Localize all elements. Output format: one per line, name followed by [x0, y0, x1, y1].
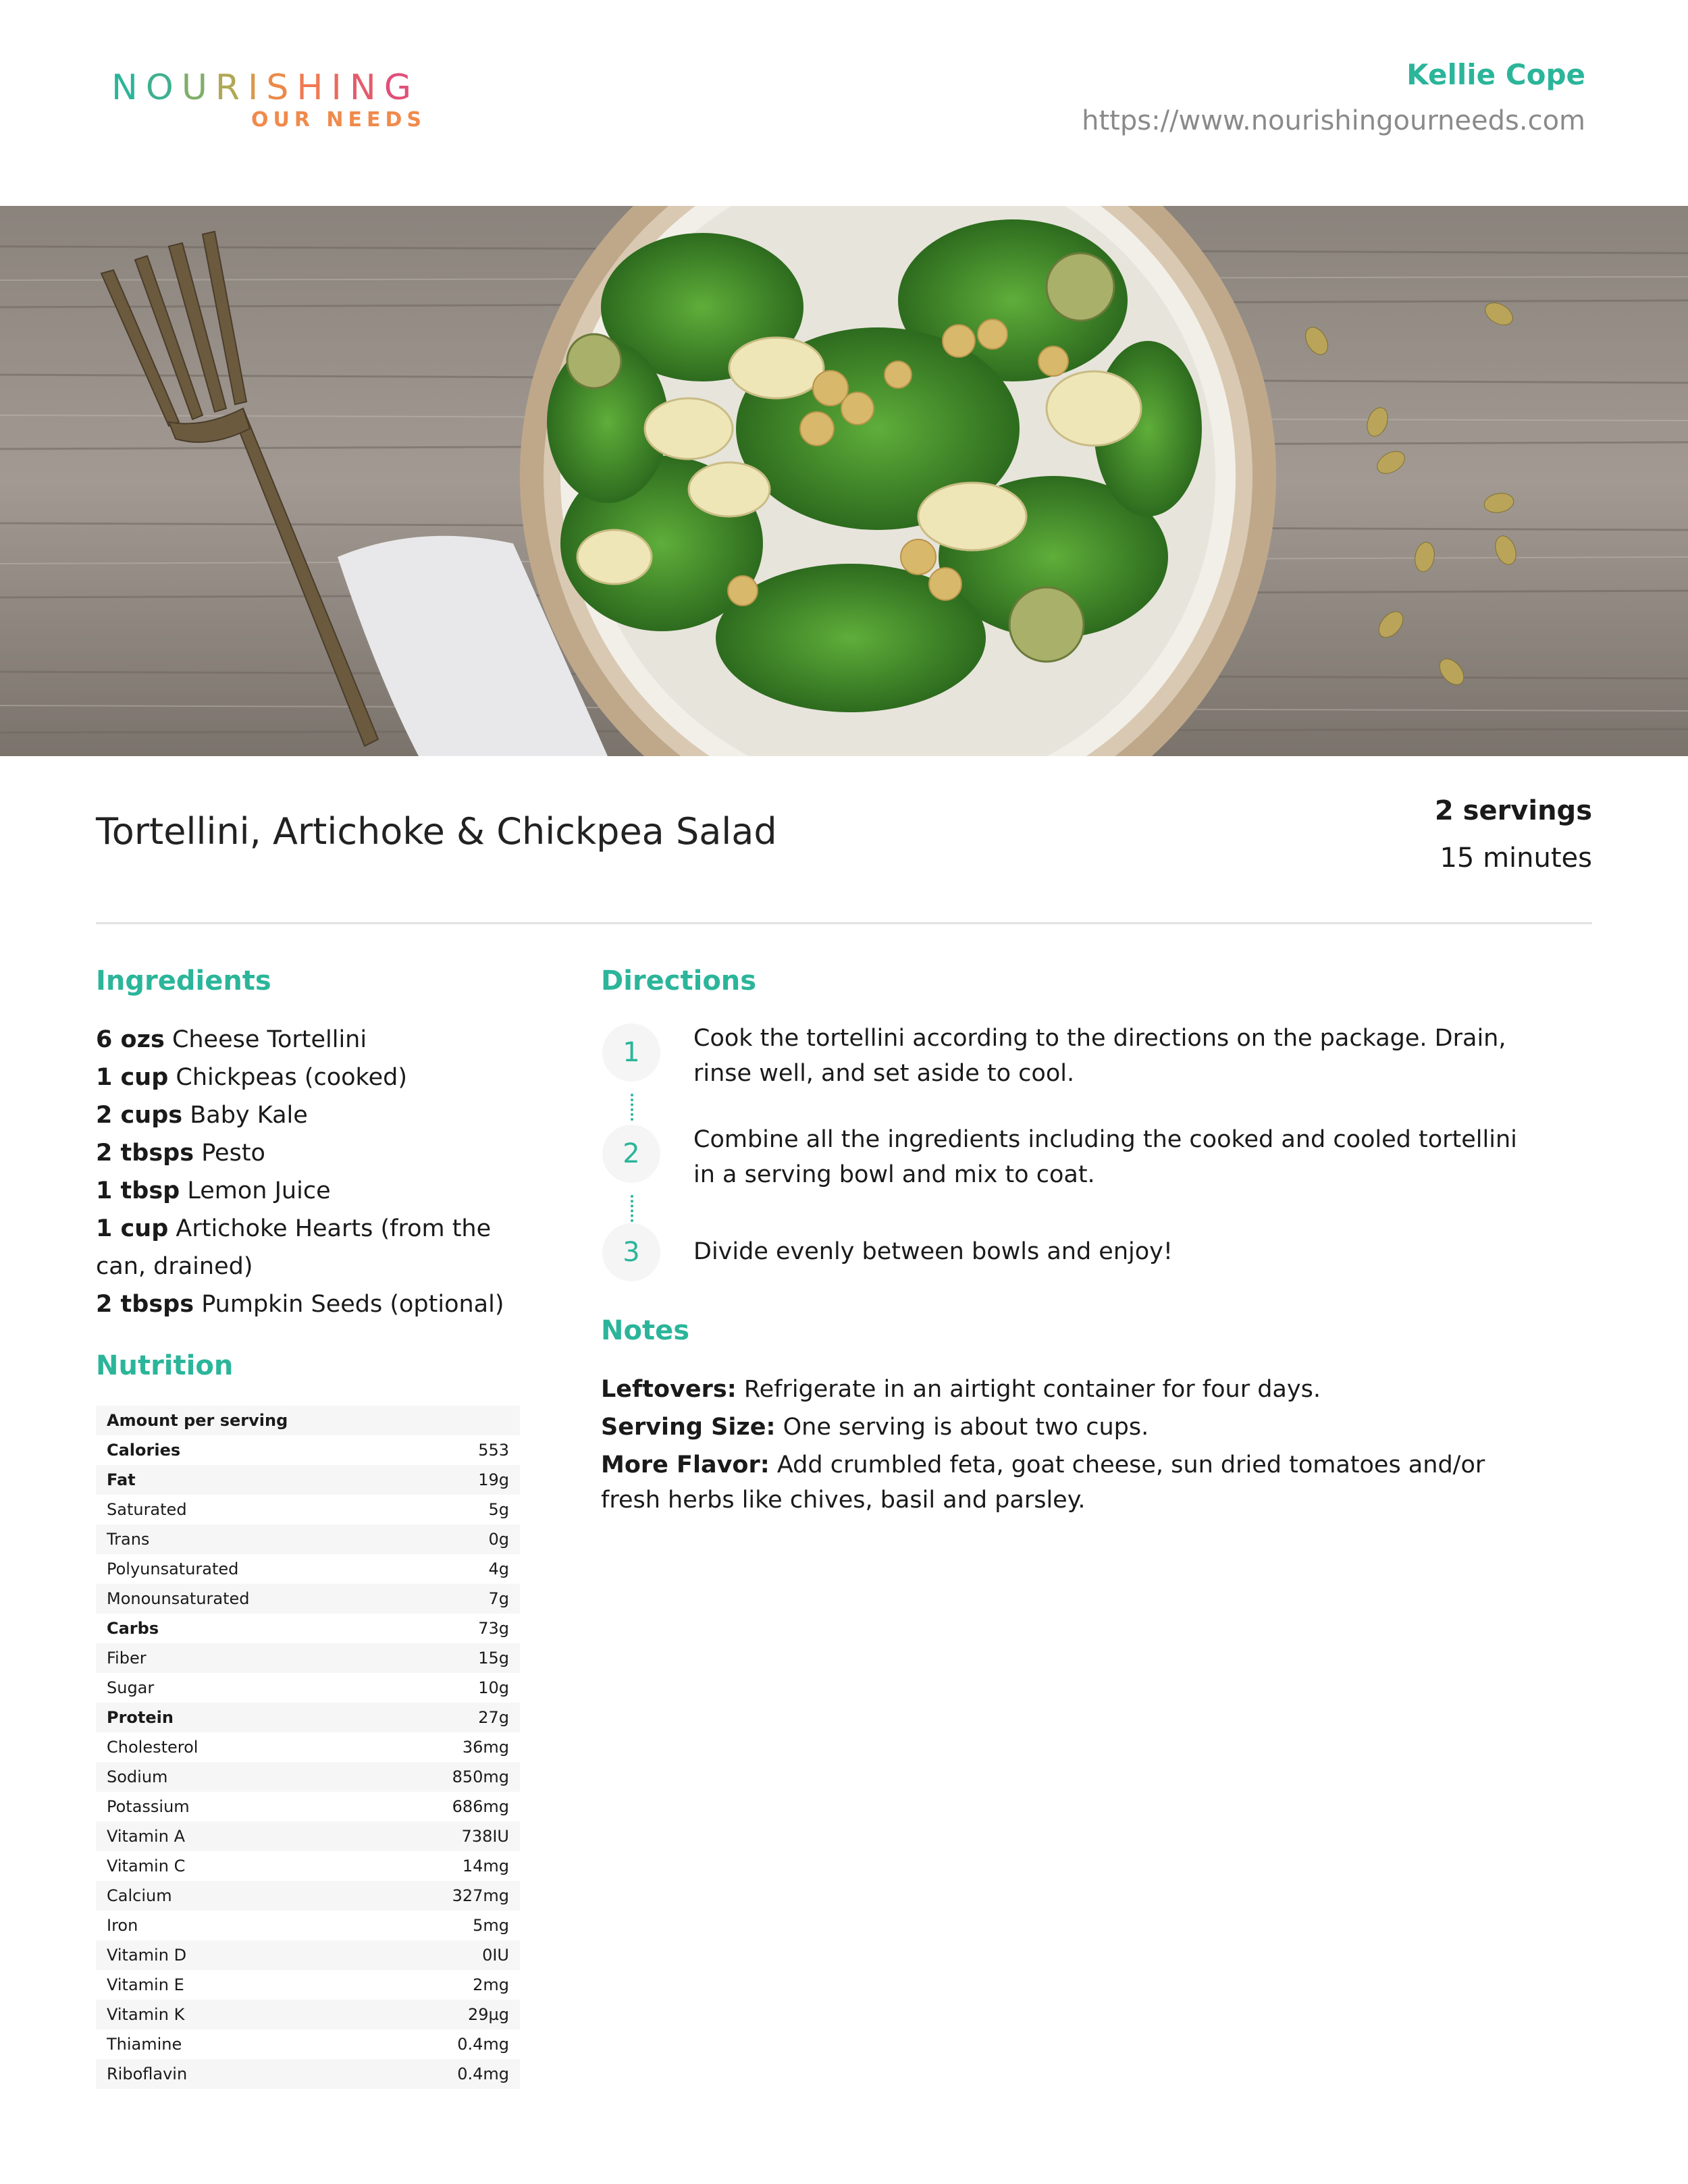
nutrient-label: Sodium — [107, 1767, 168, 1786]
author-name: Kellie Cope — [1406, 58, 1585, 91]
note-item — [601, 1447, 1546, 1518]
logo-letter: I — [248, 68, 267, 108]
nutrient-value: 7g — [488, 1589, 509, 1608]
ingredient-item — [96, 1285, 528, 1323]
step-connector — [631, 1195, 633, 1222]
nutrition-heading: Nutrition — [96, 1350, 234, 1381]
nutrition-row — [96, 1435, 520, 1465]
nutrient-value: 19g — [478, 1470, 509, 1489]
nutrition-row — [96, 1911, 520, 1940]
recipe-title: Tortellini, Artichoke & Chickpea Salad — [96, 810, 777, 853]
notes-heading: Notes — [601, 1315, 690, 1346]
nutrient-label: Vitamin K — [107, 2005, 185, 2024]
note-label: More Flavor: — [601, 1451, 770, 1479]
nutrient-value: 29µg — [467, 2005, 509, 2024]
divider — [96, 922, 1592, 924]
nutrition-row — [96, 1524, 520, 1554]
note-label: Serving Size: — [601, 1414, 776, 1441]
ingredient-name: Pumpkin Seeds (optional) — [201, 1291, 504, 1318]
logo-letter: I — [331, 68, 350, 108]
ingredient-quantity: 2 cups — [96, 1102, 183, 1129]
nutrient-label: Fiber — [107, 1649, 147, 1668]
logo-wordmark — [111, 68, 419, 108]
nutrient-value: 0g — [488, 1530, 509, 1549]
nutrition-row — [96, 1881, 520, 1911]
ingredient-quantity: 2 tbsps — [96, 1291, 194, 1318]
logo-letter: N — [111, 68, 146, 108]
logo-letter: O — [145, 68, 182, 108]
ingredient-quantity: 1 tbsp — [96, 1177, 180, 1204]
nutrient-label: Saturated — [107, 1500, 187, 1519]
nutrient-label: Riboflavin — [107, 2065, 188, 2083]
ingredient-name: Cheese Tortellini — [172, 1026, 367, 1053]
step-text: Cook the tortellini according to the directions on the package. Drain, rinse well, and set aside to cool. — [693, 1025, 1506, 1087]
note-label: Leftovers: — [601, 1376, 737, 1403]
ingredient-name: Artichoke Hearts (from the can, drained) — [96, 1215, 492, 1280]
note-text: One serving is about two cups. — [783, 1414, 1149, 1441]
nutrient-value: 5g — [488, 1500, 509, 1519]
nutrient-label: Calories — [107, 1441, 181, 1460]
nutrient-value: 15g — [478, 1649, 509, 1668]
note-item — [601, 1410, 1546, 1445]
nutrient-value: 0IU — [482, 1946, 509, 1965]
nutrition-row — [96, 1703, 520, 1732]
nutrient-label: Vitamin D — [107, 1946, 187, 1965]
step-text: Divide evenly between bowls and enjoy! — [693, 1238, 1173, 1265]
ingredient-quantity: 1 cup — [96, 1215, 169, 1242]
nutrition-row — [96, 1970, 520, 2000]
nutrient-value: 0.4mg — [457, 2035, 509, 2054]
ingredient-name: Chickpeas (cooked) — [176, 1064, 407, 1091]
ingredient-name: Lemon Juice — [187, 1177, 331, 1204]
nutrient-value: 36mg — [462, 1738, 509, 1757]
logo-letter: H — [296, 68, 332, 108]
ingredient-item — [96, 1021, 528, 1059]
nutrient-label: Vitamin C — [107, 1857, 186, 1875]
nutrient-label: Cholesterol — [107, 1738, 199, 1757]
nutrient-label: Monounsaturated — [107, 1589, 250, 1608]
total-time: 15 minutes — [1440, 843, 1592, 874]
nutrient-label: Fat — [107, 1470, 136, 1489]
ingredient-name: Pesto — [201, 1140, 265, 1167]
nutrition-row — [96, 2029, 520, 2059]
hero-photo — [0, 206, 1688, 756]
nutrition-row — [96, 1406, 520, 1435]
nutrient-value: 14mg — [462, 1857, 509, 1875]
nutrient-value: 0.4mg — [457, 2065, 509, 2083]
nutrient-label: Iron — [107, 1916, 138, 1935]
ingredient-item — [96, 1059, 528, 1096]
nutrition-table — [96, 1406, 520, 2089]
nutrition-row — [96, 1465, 520, 1495]
nutrient-label: Protein — [107, 1708, 174, 1727]
brand-logo[interactable] — [111, 68, 419, 108]
nutrient-value: 2mg — [473, 1975, 509, 1994]
nutrition-row — [96, 2000, 520, 2029]
step-number: 1 — [602, 1023, 660, 1082]
nutrition-row — [96, 1940, 520, 1970]
nutrient-value: 73g — [478, 1619, 509, 1638]
nutrition-row — [96, 1732, 520, 1762]
salad-bowl-photo — [0, 206, 1688, 756]
nutrient-label: Calcium — [107, 1886, 172, 1905]
nutrient-label: Carbs — [107, 1619, 159, 1638]
nutrient-label: Sugar — [107, 1678, 155, 1697]
nutrition-row — [96, 1495, 520, 1524]
nutrition-row — [96, 2059, 520, 2089]
nutrition-row — [96, 1614, 520, 1643]
nutrition-row — [96, 1762, 520, 1792]
logo-letter: G — [384, 68, 420, 108]
ingredient-item — [96, 1096, 528, 1134]
note-text: Add crumbled feta, goat cheese, sun dried tomatoes and/or fresh herbs like chives, basil and parsley. — [601, 1451, 1485, 1514]
nutrition-row — [96, 1643, 520, 1673]
nutrient-value: 4g — [488, 1560, 509, 1578]
logo-tagline: OUR NEEDS — [251, 108, 427, 132]
note-item — [601, 1372, 1546, 1407]
nutrient-label: Thiamine — [107, 2035, 182, 2054]
logo-letter: U — [181, 68, 215, 108]
nutrient-label: Vitamin E — [107, 1975, 184, 1994]
nutrient-value: 686mg — [452, 1797, 509, 1816]
ingredient-name: Baby Kale — [190, 1102, 308, 1129]
logo-letter: N — [349, 68, 384, 108]
nutrient-label: Potassium — [107, 1797, 190, 1816]
nutrition-row — [96, 1584, 520, 1614]
nutrition-row — [96, 1792, 520, 1821]
step-number: 2 — [602, 1125, 660, 1183]
nutrition-row — [96, 1851, 520, 1881]
ingredients-heading: Ingredients — [96, 965, 271, 996]
nutrient-label: Polyunsaturated — [107, 1560, 239, 1578]
ingredients-list — [96, 1021, 528, 1323]
notes-list — [601, 1372, 1546, 1520]
ingredient-quantity: 2 tbsps — [96, 1140, 194, 1167]
nutrient-value: 5mg — [473, 1916, 509, 1935]
ingredient-quantity: 1 cup — [96, 1064, 169, 1091]
nutrition-row — [96, 1673, 520, 1703]
nutrient-value: 553 — [478, 1441, 509, 1460]
ingredient-item — [96, 1172, 528, 1210]
step-connector — [631, 1094, 633, 1121]
nutrient-value: 738IU — [461, 1827, 509, 1846]
nutrient-value: 27g — [478, 1708, 509, 1727]
nutrition-row — [96, 1554, 520, 1584]
note-text: Refrigerate in an airtight container for four days. — [743, 1376, 1321, 1403]
nutrient-value: 10g — [478, 1678, 509, 1697]
nutrient-value: 327mg — [452, 1886, 509, 1905]
logo-letter: R — [215, 68, 248, 108]
nutrient-label: Trans — [107, 1530, 150, 1549]
nutrient-label: Vitamin A — [107, 1827, 185, 1846]
ingredient-quantity: 6 ozs — [96, 1026, 165, 1053]
ingredient-item — [96, 1210, 528, 1285]
nutrition-row — [96, 1821, 520, 1851]
logo-letter: S — [266, 68, 297, 108]
nutrient-value: 850mg — [452, 1767, 509, 1786]
servings: 2 servings — [1434, 795, 1592, 826]
step-number: 3 — [602, 1223, 660, 1281]
site-url[interactable]: https://www.nourishingourneeds.com — [1082, 105, 1585, 136]
directions-heading: Directions — [601, 965, 757, 996]
ingredient-item — [96, 1134, 528, 1172]
step-text: Combine all the ingredients including the cooked and cooled tortellini in a serving bowl and mix to coat. — [693, 1126, 1517, 1188]
nutrient-label: Amount per serving — [107, 1411, 288, 1430]
